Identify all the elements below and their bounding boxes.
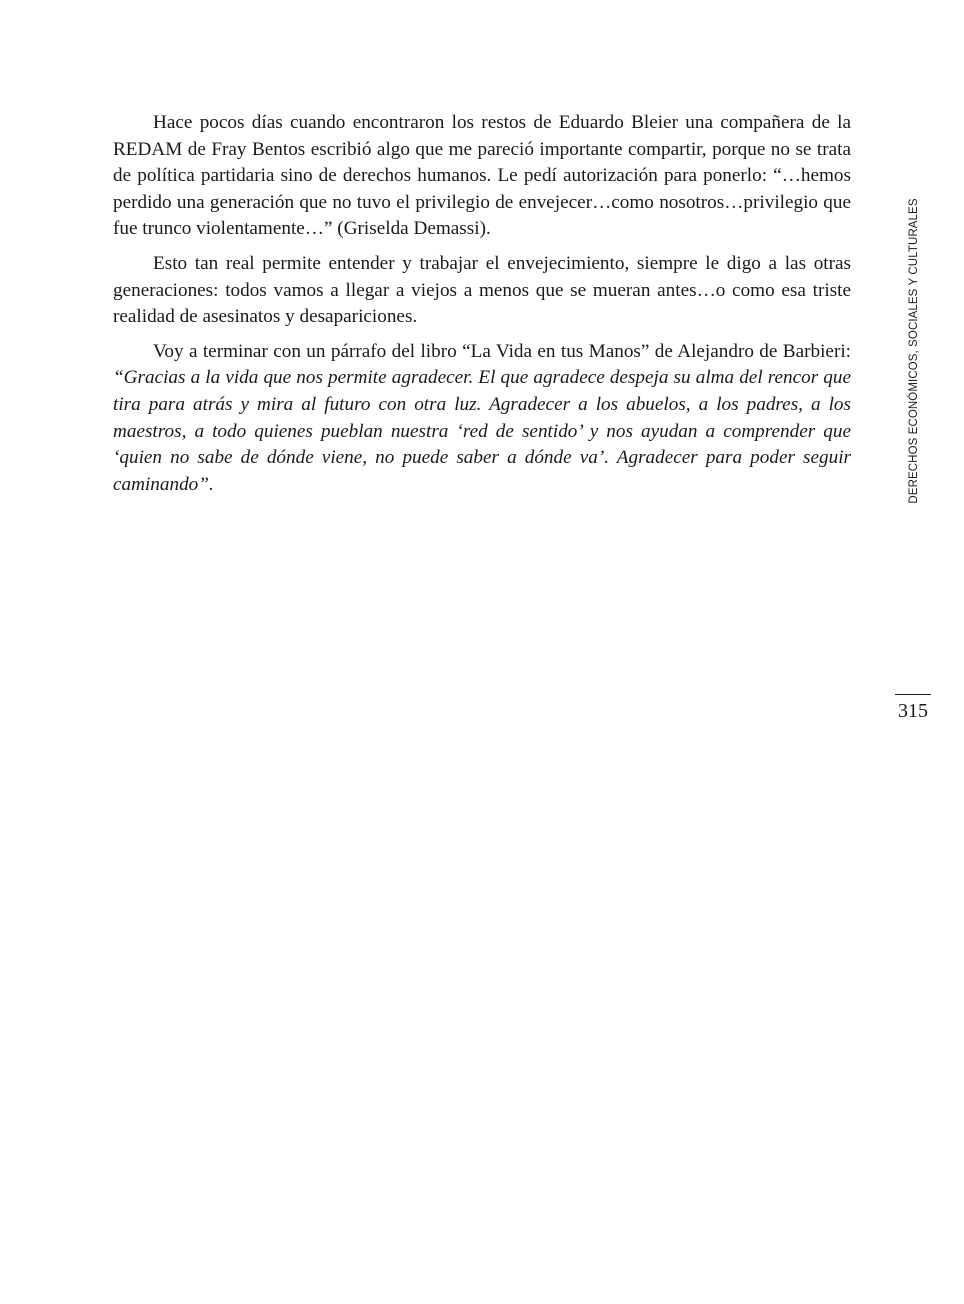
- paragraph-3-intro: Voy a terminar con un párrafo del libro “La Vida en tus Manos” de Alejandro de Barbieri:: [153, 340, 851, 362]
- paragraph-1: Hace pocos días cuando encontraron los restos de Eduardo Bleier una compañera de la REDAM de Fray Bentos escribió algo que me pareció importante compartir, porque no se trata de política partidaria sino de derechos humanos. Le pedí autorización para ponerlo: “…hemos perdido una generación que no tuvo el privilegio de envejecer…como nosotros…privilegio que fue trunco violentamente…” (Griselda Demassi).: [113, 112, 851, 240]
- book-quote: “Gracias a la vida que nos permite agradecer. El que agradece despeja su alma del rencor que tira para atrás y mira al futuro con otra luz. Agradecer a los abuelos, a los padres, a los maestros, a todo quienes pueblan nuestra ‘red de sentido’ y nos ayudan a comprender que ‘quien no sabe de dónde viene, no puede saber a dónde va’. Agradecer para poder seguir caminando”.: [113, 367, 851, 495]
- page-number-rule: [895, 694, 931, 695]
- running-head-text: DERECHOS ECONÓMICOS, SOCIALES Y CULTURALES: [908, 198, 920, 504]
- paragraph-3: [113, 339, 851, 499]
- page-number: 315: [898, 700, 928, 722]
- paragraph-2: Esto tan real permite entender y trabajar el envejecimiento, siempre le digo a las otras generaciones: todos vamos a llegar a viejos a menos que se mueran antes…o como esa triste realidad de asesinatos y desapariciones.: [113, 252, 851, 328]
- body-text: [113, 110, 851, 506]
- running-head: [904, 190, 924, 512]
